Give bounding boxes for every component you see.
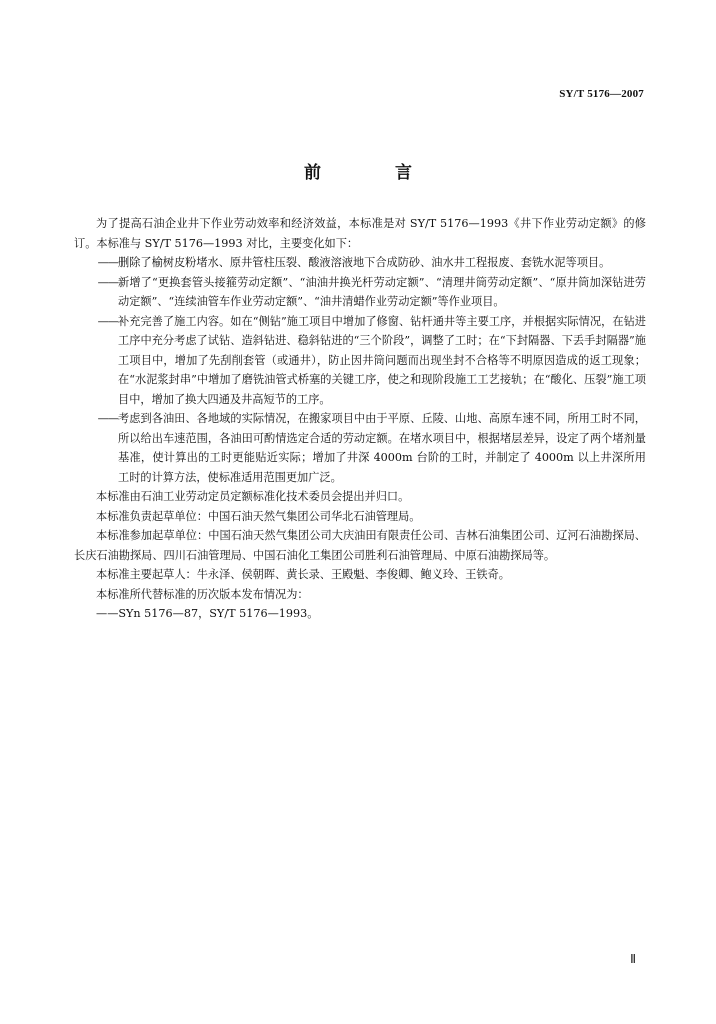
closing-paragraph: 本标准负责起草单位：中国石油天然气集团公司华北石油管理局。 — [96, 509, 421, 523]
list-dash: —— — [97, 412, 118, 425]
change-item-text: 考虑到各油田、各地域的实际情况，在搬家项目中由于平原、丘陵、山地、高原车速不同，所用工时不同，所以给出车速范围，各油田可酌情选定合适的劳动定额。在堵水项目中，根据堵层差异，设定了两个堵剂量基准，使计算出的工时更能贴近实际；增加了井深 4000m 台阶的工时，并制定了 4000m 以上井深所用工时的计算方法，使标准适用范围更加广泛。 — [118, 412, 646, 484]
closing-paragraph: ——SYn 5176—87，SY/T 5176—1993。 — [96, 607, 319, 620]
foreword-body — [74, 214, 646, 624]
page-number: Ⅱ — [630, 952, 636, 966]
page-title: 前 言 — [304, 163, 446, 183]
list-dash: —— — [97, 275, 118, 289]
change-item — [74, 409, 646, 487]
change-item — [74, 253, 646, 273]
closing-paragraph: 本标准由石油工业劳动定员定额标准化技术委员会提出并归口。 — [96, 490, 410, 503]
list-dash: —— — [97, 256, 118, 269]
closing-paragraph: 本标准参加起草单位：中国石油天然气集团公司大庆油田有限责任公司、吉林石油集团公司、辽河石油勘探局、长庆石油勘探局、四川石油管理局、中国石油化工集团公司胜利石油管理局、中原石油勘探局等。 — [74, 529, 646, 562]
change-item-text: 新增了“更换套管头接箍劳动定额”、“油油井换光杆劳动定额”、“清理井筒劳动定额”、“原井筒加深钻进劳动定额”、“连续油管车作业劳动定额”、“油井清蜡作业劳动定额”等作业项目。 — [118, 275, 646, 308]
change-item — [74, 273, 646, 312]
list-dash: —— — [97, 314, 118, 328]
change-item-text: 删除了榆树皮粉堵水、原井管柱压裂、酸液溶液地下合成防砂、油水井工程报废、套铣水泥等项目。 — [118, 256, 611, 269]
standard-code: SY/T 5176—2007 — [559, 88, 644, 100]
intro-paragraph: 为了提高石油企业井下作业劳动效率和经济效益，本标准是对 SY/T 5176—1993《井下作业劳动定额》的修订。本标准与 SY/T 5176—1993 对比，主要变化如下： — [74, 217, 646, 250]
closing-paragraph: 本标准所代替标准的历次版本发布情况为： — [96, 587, 309, 601]
change-item-text: 补充完善了施工内容。如在“侧钻”施工项目中增加了修窗、钻杆通井等主要工序，并根据实际情况，在钻进工序中充分考虑了试钻、造斜钻进、稳斜钻进的“三个阶段”，调整了工时；在“下封隔器、下丢手封隔器”施工项目中，增加了先刮削套管（或通井），防止因井筒问题而出现坐封不合格等不明原因造成的返工现象；在“水泥浆封串”中增加了磨铣油管式桥塞的关键工序，使之和现阶段施工工艺接轨；在“酸化、压裂”施工项目中，增加了换大四通及井高短节的工序。 — [118, 314, 646, 406]
change-item — [74, 312, 646, 410]
closing-paragraph: 本标准主要起草人：牛永泽、侯朝晖、黄长录、王殿魁、李俊卿、鲍义玲、王铁奇。 — [96, 568, 510, 581]
